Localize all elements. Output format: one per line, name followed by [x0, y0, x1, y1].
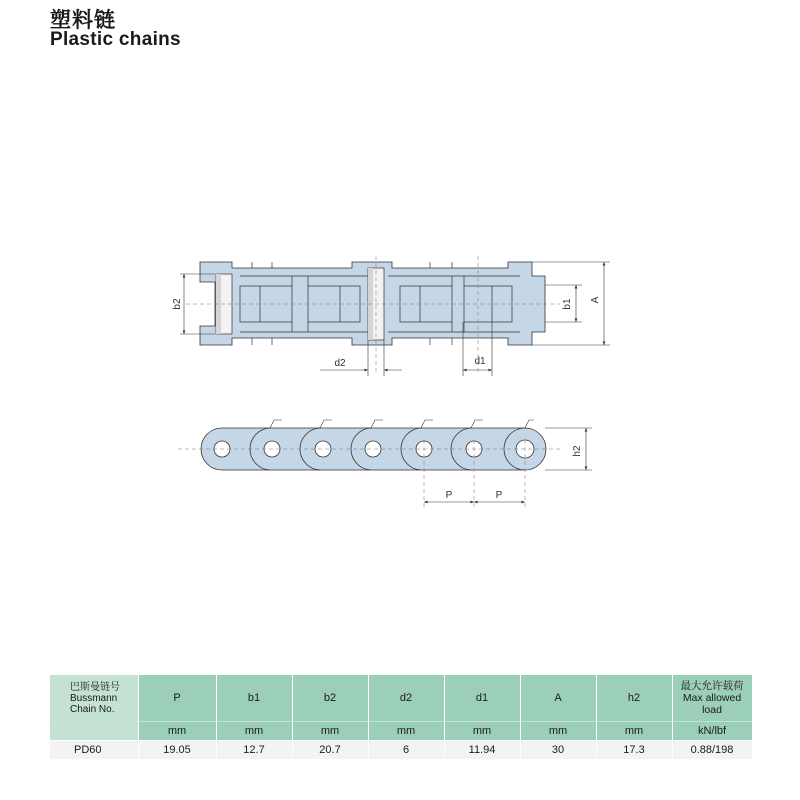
label-pitch-2: P [495, 490, 503, 501]
chain-top-view [172, 256, 610, 376]
header-max-load-en1: Max allowed [682, 692, 742, 704]
cell-A: 30 [520, 741, 596, 760]
header-chain-no [50, 675, 138, 722]
cell-d1: 11.94 [444, 741, 520, 760]
header-d2: d2 [368, 675, 444, 722]
table-units-row [50, 722, 752, 741]
unit-cell: mm [368, 722, 444, 741]
label-b1: b1 [562, 298, 573, 310]
page-title-en: Plastic chains [50, 29, 181, 50]
unit-cell: kN/lbf [672, 722, 752, 741]
header-A: A [520, 675, 596, 722]
header-b2: b2 [292, 675, 368, 722]
chain-side-view [178, 420, 592, 508]
header-chain-no-en2: Chain No. [70, 703, 115, 715]
unit-cell: mm [292, 722, 368, 741]
cell-chain-no: PD60 [50, 741, 138, 760]
header-max-load [672, 675, 752, 722]
table-row [50, 741, 752, 760]
spec-table [50, 675, 753, 759]
label-pitch-1: P [445, 490, 453, 501]
label-h2: h2 [572, 445, 583, 457]
unit-cell: mm [596, 722, 672, 741]
cell-d2: 6 [368, 741, 444, 760]
label-d1: d1 [474, 356, 486, 367]
page-title-cn: 塑料链 [50, 8, 116, 32]
table-header-row [50, 675, 752, 722]
cell-P: 19.05 [138, 741, 216, 760]
unit-cell: mm [444, 722, 520, 741]
units-blank [50, 722, 138, 741]
unit-cell: mm [138, 722, 216, 741]
cell-h2: 17.3 [596, 741, 672, 760]
cell-max-load: 0.88/198 [672, 741, 752, 760]
header-b1: b1 [216, 675, 292, 722]
header-chain-no-en1: Bussmann [70, 692, 118, 704]
header-P: P [138, 675, 216, 722]
cell-b1: 12.7 [216, 741, 292, 760]
label-d2: d2 [334, 358, 346, 369]
label-b2: b2 [172, 298, 183, 310]
cell-b2: 20.7 [292, 741, 368, 760]
label-A: A [590, 296, 601, 304]
header-max-load-cn: 最大允许载荷 [680, 680, 744, 692]
header-max-load-en2: load [702, 704, 722, 716]
unit-cell: mm [520, 722, 596, 741]
unit-cell: mm [216, 722, 292, 741]
header-d1: d1 [444, 675, 520, 722]
header-chain-no-cn: 巴斯曼链号 [70, 681, 120, 693]
header-h2: h2 [596, 675, 672, 722]
